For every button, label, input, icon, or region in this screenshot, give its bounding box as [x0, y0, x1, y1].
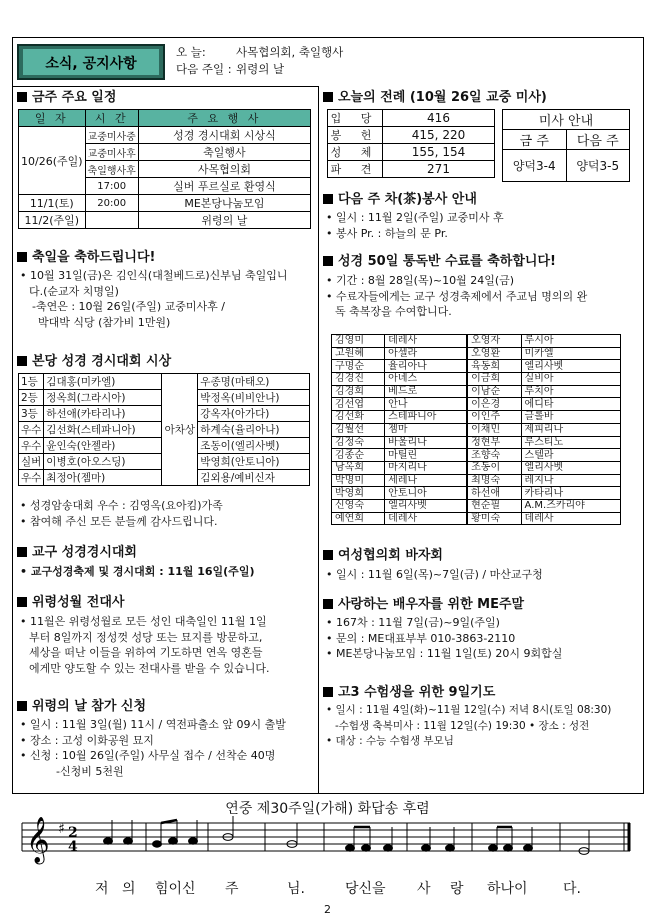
graduate-baptismal-name: 엘리사벳 — [521, 360, 620, 373]
graduate-baptismal-name: 루시아 — [521, 335, 620, 348]
header-title: 소식, 공지사항 — [23, 49, 159, 75]
schedule-time: 축일행사후 — [85, 161, 138, 178]
liturgy-title: 오늘의 전례 (10월 26일 교중 미사) — [323, 90, 547, 106]
graduate-name: 황미숙 — [467, 512, 521, 525]
graduate-name: 이채민 — [467, 423, 521, 436]
graduate-baptismal-name: 루치아 — [521, 385, 620, 398]
graduate-baptismal-name: 아셀라 — [385, 347, 467, 360]
bible50-title: 성경 50일 통독반 수료를 축하합니다! — [323, 254, 556, 270]
schedule-event: 실버 푸르실로 환영식 — [138, 178, 310, 195]
schedule-date: 10/26(주일) — [19, 127, 86, 195]
diocese-title: 교구 성경경시대회 — [17, 545, 137, 561]
graduate-baptismal-name: 엘리사벳 — [521, 461, 620, 474]
graduate-name: 이은경 — [467, 398, 521, 411]
graduate-baptismal-name: 레지나 — [521, 474, 620, 487]
graduate-baptismal-name: 율리아나 — [385, 360, 467, 373]
pilgrimage-title: 위령의 날 참가 신청 — [17, 699, 146, 715]
graduate-baptismal-name: 젬마 — [385, 423, 467, 436]
bible-contest-notes: • 성경암송대회 우수 : 김영옥(요아킴)가족 • 참여해 주신 모든 분들께 감사드립니다. — [20, 499, 223, 528]
graduate-baptismal-name: 마지리나 — [385, 461, 467, 474]
table-header: 시 간 — [85, 110, 138, 127]
info-key: 다음 주일 : — [176, 62, 232, 76]
schedule-event: 위령의 날 — [138, 212, 310, 229]
graduate-name: 박명미 — [332, 474, 385, 487]
graduate-baptismal-name: A.M.즈카리야 — [521, 499, 620, 512]
graduate-baptismal-name: 데레사 — [385, 512, 467, 525]
graduate-name: 조동이 — [467, 461, 521, 474]
pilgrimage-text: • 일시 : 11월 3일(월) 11시 / 역전파출소 앞 09시 출발 • 장소 : 고성 이화공원 묘지 • 신청 : 10월 26일(주일) 사무실 접수 / 선착순 40명 -신청비 5천원 — [20, 718, 286, 778]
schedule-date: 11/1(토) — [19, 195, 86, 212]
schedule-time: 20:00 — [85, 195, 138, 212]
graduate-name: 김종순 — [332, 449, 385, 462]
graduate-baptismal-name: 스테파니아 — [385, 411, 467, 424]
tea-title: 다음 주 차(茶)봉사 안내 — [323, 192, 477, 208]
bible-contest-table: 1등 김대홍(미카엘) 아차상 우종명(마태오) 2등 정옥희(그라시아) 박정옥(비비안나) 3등 하선애(카타리나) 강옥자(아가다) 우수 김선화(스테파니아) 하계숙(율리아나) 우수 윤인숙(안젤라) 조동이(엘리사벳) 실버 이병호(아오스딩) 박영희(안토니아) 우수 최정아(젬마) 김외용/예비신자 — [18, 373, 310, 486]
tea-text: • 일시 : 11월 2일(주일) 교중미사 후 • 봉사 Pr. : 하늘의 문 Pr. — [326, 211, 504, 240]
bible50-text: • 기간 : 8월 28일(목)~10월 24일(금) • 수료자들에게는 교구 성경축제에서 주교님 명의의 완 독 축복장을 수여합니다. — [326, 274, 588, 318]
graduate-name: 김선화 — [332, 411, 385, 424]
schedule-event: 사목협의회 — [138, 161, 310, 178]
graduate-name: 신영숙 — [332, 499, 385, 512]
time-signature: 4 — [68, 839, 78, 855]
graduate-name: 남옥희 — [332, 461, 385, 474]
table-header: 주 요 행 사 — [138, 110, 310, 127]
graduate-baptismal-name: 루스티노 — [521, 436, 620, 449]
graduate-baptismal-name: 안나 — [385, 398, 467, 411]
info-key: 오 늘: — [176, 45, 206, 59]
schedule-event: 성경 경시대회 시상식 — [138, 127, 310, 144]
graduate-baptismal-name: 미카엘 — [521, 347, 620, 360]
feast-text: • 10월 31일(금)은 김인식(대철베드로)신부님 축일입니 다.(순교자 치명일) -축연은 : 10월 26일(주일) 교중미사후 / 박대박 식당 (참가비 1만원) — [20, 269, 288, 329]
graduate-baptismal-name: 제피리나 — [521, 423, 620, 436]
graduate-name: 최명숙 — [467, 474, 521, 487]
graduate-name: 하선애 — [467, 487, 521, 500]
graduate-baptismal-name: 실비아 — [521, 373, 620, 386]
time-signature: 2 — [68, 825, 78, 841]
graduate-name: 예연희 — [332, 512, 385, 525]
graduate-baptismal-name: 글롤바 — [521, 411, 620, 424]
graduate-baptismal-name: 마틸린 — [385, 449, 467, 462]
indulgence-title: 위령성월 전대사 — [17, 595, 124, 611]
exam-title: 고3 수험생을 위한 9일기도 — [323, 685, 495, 701]
table-header: 일 자 — [19, 110, 86, 127]
graduate-baptismal-name: 바울리나 — [385, 436, 467, 449]
graduate-baptismal-name: 아녜스 — [385, 373, 467, 386]
feast-title: 축일을 축하드립니다! — [17, 250, 155, 266]
graduate-name: 구명순 — [332, 360, 385, 373]
graduate-name: 오영자 — [467, 335, 521, 348]
graduate-name: 박영희 — [332, 487, 385, 500]
treble-clef-icon: 𝄞 — [26, 817, 50, 863]
indulgence-text: • 11월은 위령성월로 모든 성인 대축일인 11월 1일 부터 8일까지 정성껏 성당 또는 묘지를 방문하고, 세상을 떠난 이들을 위하여 기도하면 연옥 영혼들 에게만 양도할 수 있는 전대사를 받을 수 있습니다. — [20, 615, 270, 675]
schedule-time: 17:00 — [85, 178, 138, 195]
graduate-baptismal-name: 엘리사벳 — [385, 499, 467, 512]
graduate-name: 이남순 — [467, 385, 521, 398]
schedule-event: 축일행사 — [138, 144, 310, 161]
graduate-name: 육동희 — [467, 360, 521, 373]
schedule-event: ME본당나눔모임 — [138, 195, 310, 212]
me-title: 사랑하는 배우자를 위한 ME주말 — [323, 597, 524, 613]
graduate-baptismal-name: 세레나 — [385, 474, 467, 487]
diocese-text: • 교구성경축제 및 경시대회 : 11월 16일(주일) — [20, 565, 255, 578]
page-number: 2 — [324, 903, 331, 916]
graduate-baptismal-name: 베드로 — [385, 385, 467, 398]
bible-contest-title: 본당 성경 경시대회 시상 — [17, 354, 171, 370]
mass-guide-table: 미사 안내 금 주 다음 주 양덕3-4 양덕3-5 — [502, 109, 630, 182]
schedule-time: 교중미사후 — [85, 144, 138, 161]
song-title: 연중 제30주일(가해) 화답송 후렴 — [225, 801, 430, 817]
graduate-name: 현순필 — [467, 499, 521, 512]
graduate-baptismal-name: 안토니아 — [385, 487, 467, 500]
graduate-name: 김선엽 — [332, 398, 385, 411]
graduate-name: 이인주 — [467, 411, 521, 424]
schedule-time: 교중미사중 — [85, 127, 138, 144]
graduate-name: 김월선 — [332, 423, 385, 436]
schedule-date: 11/2(주일) — [19, 212, 86, 229]
graduate-name: 김경희 — [332, 385, 385, 398]
liturgy-table: 입 당 416 봉 헌 415, 220 성 체 155, 154 파 견 271 — [327, 109, 495, 178]
info-value: 위령의 날 — [236, 62, 285, 76]
graduate-name: 오영환 — [467, 347, 521, 360]
me-text: • 167차 : 11월 7일(금)~9일(주일) • 문의 : ME대표부부 010-3863-2110 • ME본당나눔모임 : 11월 1일(토) 20시 9회합실 — [326, 616, 563, 660]
graduate-baptismal-name: 스텔라 — [521, 449, 620, 462]
bazaar-text: • 일시 : 11월 6일(목)~7일(금) / 마산교구청 — [326, 568, 543, 581]
graduate-baptismal-name: 카타리나 — [521, 487, 620, 500]
graduate-baptismal-name: 데레사 — [385, 335, 467, 348]
graduate-name: 김경진 — [332, 373, 385, 386]
graduate-name: 고원혜 — [332, 347, 385, 360]
graduate-name: 정현부 — [467, 436, 521, 449]
sharp-icon: ♯ — [58, 821, 65, 837]
weekly-title: 금주 주요 일정 — [17, 90, 116, 106]
graduate-baptismal-name: 에디타 — [521, 398, 620, 411]
graduate-baptismal-name: 데레사 — [521, 512, 620, 525]
bazaar-title: 여성협의회 바자회 — [323, 548, 443, 564]
graduate-name: 이금희 — [467, 373, 521, 386]
graduate-name: 김영미 — [332, 335, 385, 348]
graduate-name: 조향숙 — [467, 449, 521, 462]
exam-text: • 일시 : 11월 4일(화)~11월 12일(수) 저녁 8시(토일 08:30) -수험생 축복미사 : 11월 12일(수) 19:30 • 장소 : 성전 • 대상 : 수능 수험생 부모님 — [326, 704, 612, 747]
graduate-name: 김정숙 — [332, 436, 385, 449]
info-value: 사목협의회, 축일행사 — [236, 45, 344, 59]
